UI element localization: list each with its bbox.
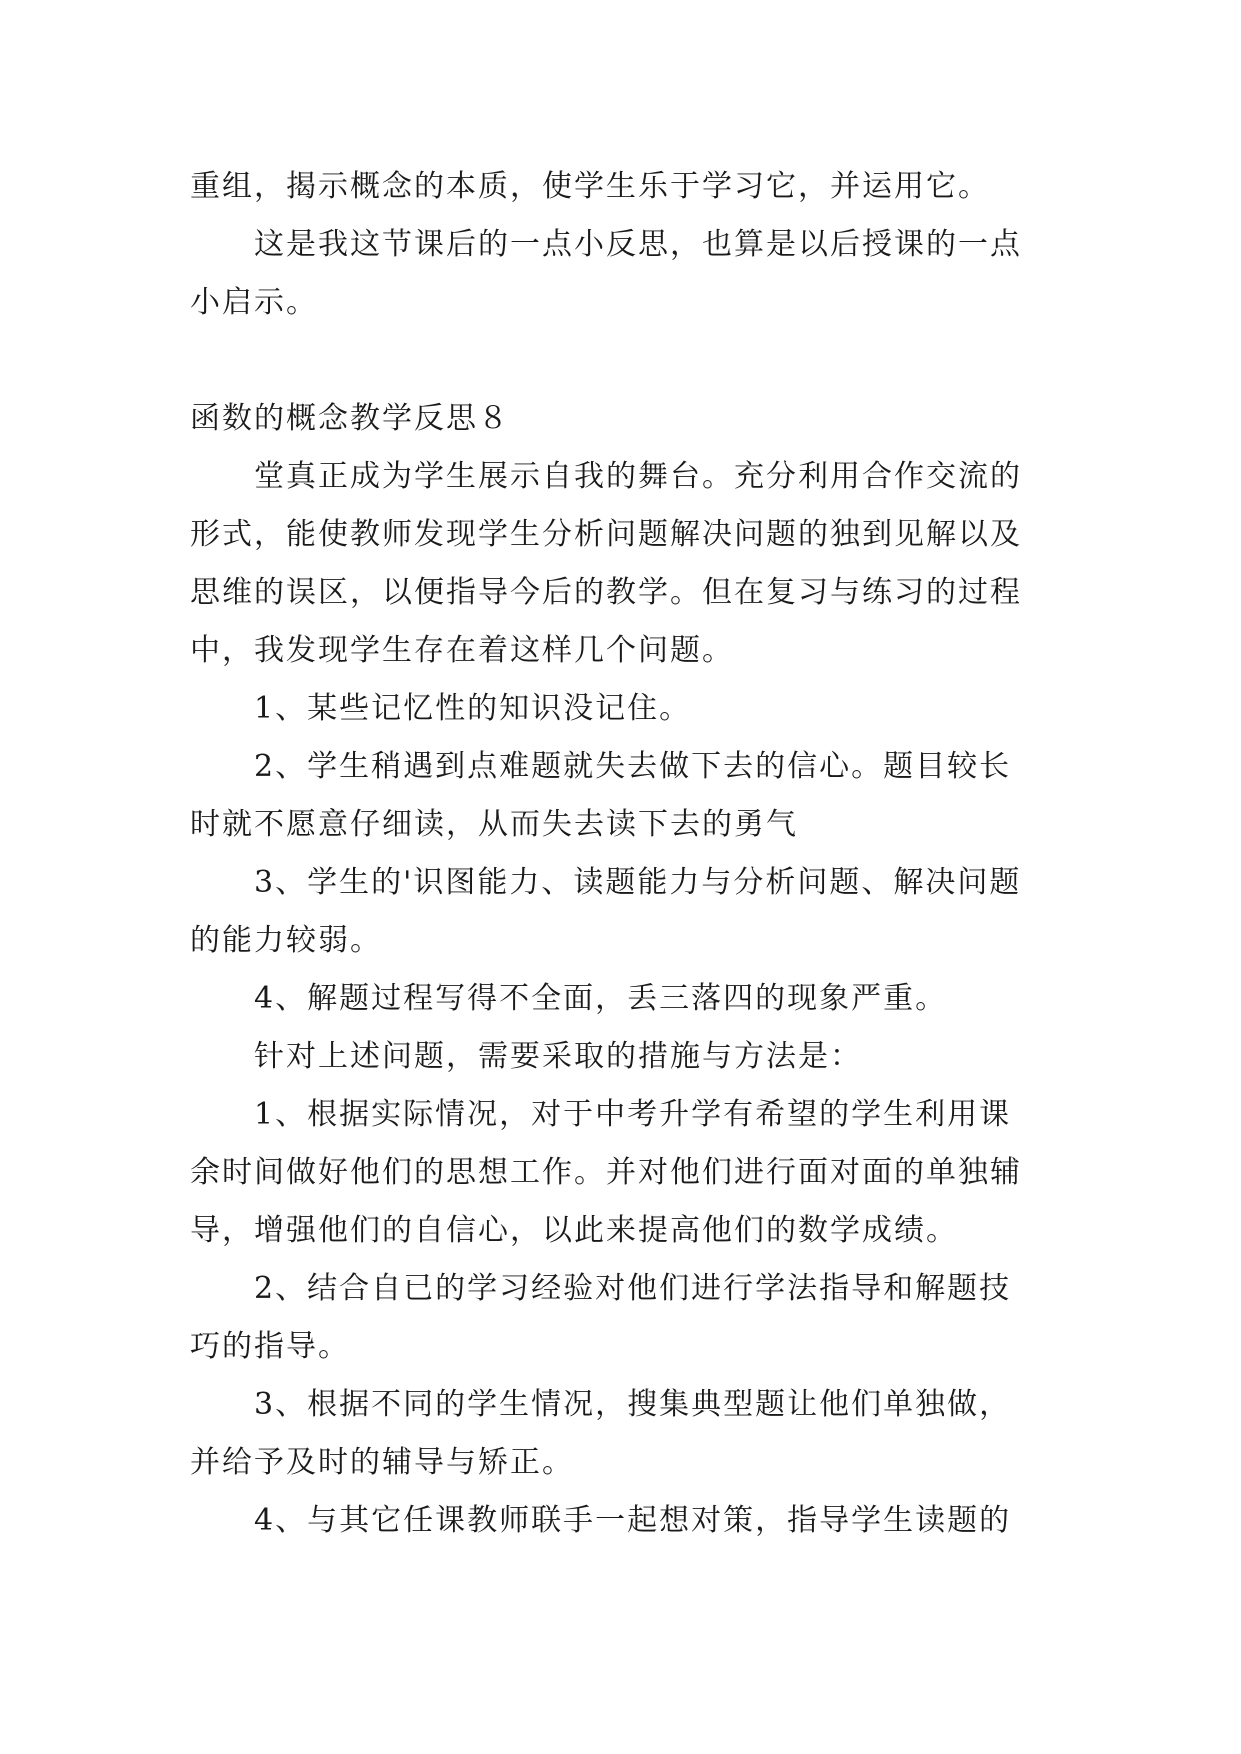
- list-item-line: 4、与其它任课教师联手一起想对策，指导学生读题的: [254, 1503, 1012, 1538]
- paragraph-line: 思维的误区，以便指导今后的教学。但在复习与练习的过程: [190, 575, 1022, 610]
- paragraph-line: 余时间做好他们的思想工作。并对他们进行面对面的单独辅: [190, 1155, 1022, 1190]
- list-item-line: 3、根据不同的学生情况，搜集典型题让他们单独做，: [254, 1387, 1012, 1422]
- paragraph-line: 这是我这节课后的一点小反思，也算是以后授课的一点: [254, 227, 1022, 262]
- list-item-line: 2、结合自已的学习经验对他们进行学法指导和解题技: [254, 1271, 1012, 1306]
- list-item-line: 2、学生稍遇到点难题就失去做下去的信心。题目较长: [254, 749, 1012, 784]
- section-gap: [190, 332, 1050, 390]
- paragraph-line: 时就不愿意仔细读，从而失去读下去的勇气: [190, 807, 798, 842]
- paragraph-line: 巧的指导。: [190, 1329, 350, 1364]
- list-item-line: 3、学生的'识图能力、读题能力与分析问题、解决问题: [254, 865, 1022, 900]
- paragraph-line: 中，我发现学生存在着这样几个问题。: [190, 633, 734, 668]
- paragraph-line: 形式，能使教师发现学生分析问题解决问题的独到见解以及: [190, 517, 1022, 552]
- paragraph-line: 并给予及时的辅导与矫正。: [190, 1445, 574, 1480]
- paragraph-line: 针对上述问题，需要采取的措施与方法是：: [254, 1039, 862, 1074]
- document-page: [190, 158, 1050, 1550]
- paragraph-line: 小启示。: [190, 285, 318, 320]
- section-title: 函数的概念教学反思８: [190, 401, 510, 436]
- paragraph-line: 堂真正成为学生展示自我的舞台。充分利用合作交流的: [254, 459, 1022, 494]
- list-item-line: 1、某些记忆性的知识没记住。: [254, 691, 692, 726]
- paragraph-line: 的能力较弱。: [190, 923, 382, 958]
- list-item-line: 1、根据实际情况，对于中考升学有希望的学生利用课: [254, 1097, 1012, 1132]
- paragraph-line: 重组，揭示概念的本质，使学生乐于学习它，并运用它。: [190, 169, 990, 204]
- paragraph-line: 导，增强他们的自信心，以此来提高他们的数学成绩。: [190, 1213, 958, 1248]
- list-item-line: 4、解题过程写得不全面，丢三落四的现象严重。: [254, 981, 948, 1016]
